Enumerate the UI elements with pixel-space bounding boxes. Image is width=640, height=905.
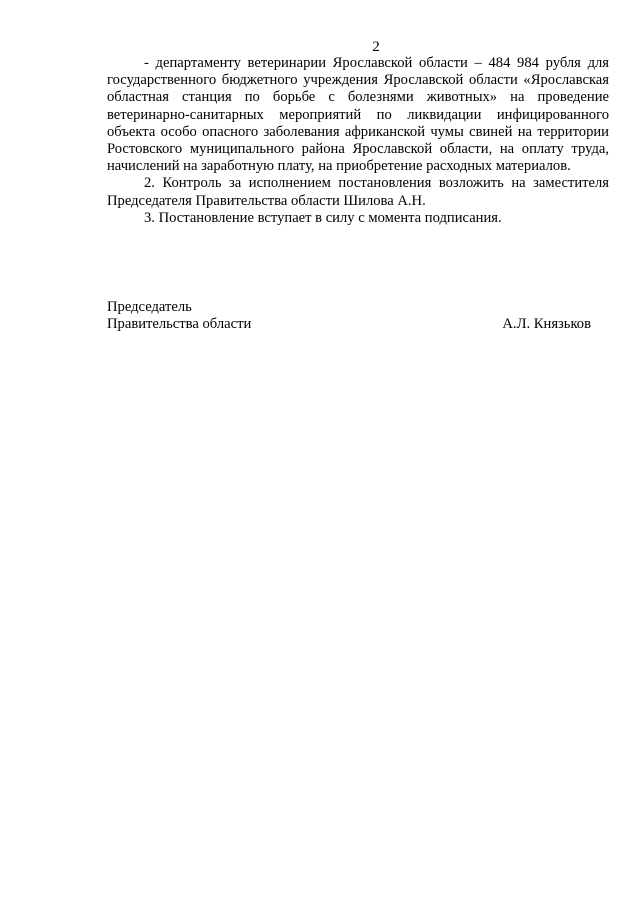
paragraph-control-clause: 2. Контроль за исполнением постановления возложить на заместителя Председателя Правительства области Шилова А.Н. [107, 175, 609, 209]
signatory-title-line1: Председатель [107, 299, 192, 315]
signatory-name: А.Л. Князьков [502, 316, 591, 333]
page-number: 2 [372, 39, 380, 55]
document-body [107, 55, 609, 227]
signature-block [107, 299, 591, 333]
signature-row [107, 316, 591, 333]
paragraph-effective-date: 3. Постановление вступает в силу с момента подписания. [144, 209, 502, 226]
paragraph-funding-allocation: - департаменту ветеринарии Ярославской области – 484 984 рубля для государственного бюджетного учреждения Ярославской области «Ярославская областная станция по борьбе с болезнями животных» на проведение ветеринарно-санитарных мероприятий по ликвидации инфицированного объекта особо опасного заболевания африканской чумы свиней на территории Ростовского муниципального района Ярославской области, на оплату труда, начислений на заработную плату, на приобретение расходных материалов. [107, 55, 609, 175]
signatory-title-line2: Правительства области [107, 316, 252, 333]
